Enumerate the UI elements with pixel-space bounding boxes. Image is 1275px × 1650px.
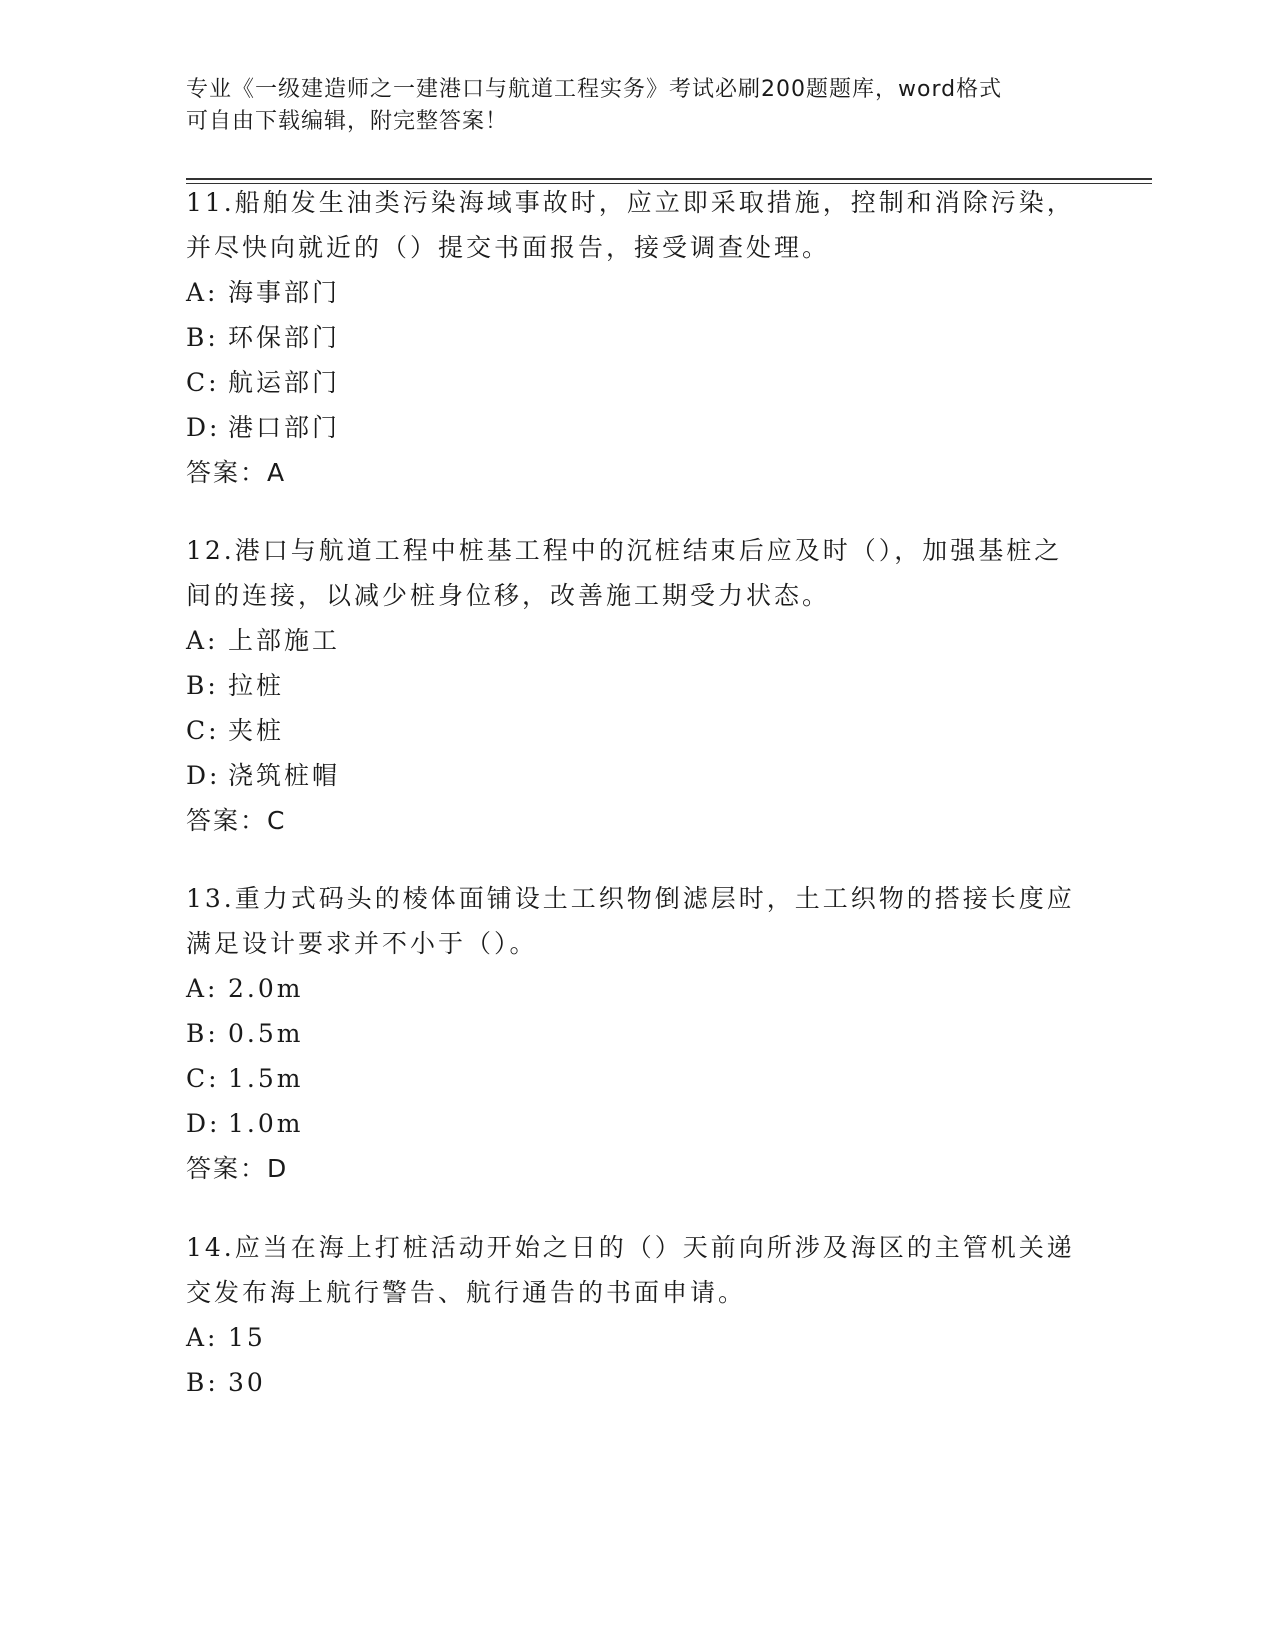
option-text: 15 xyxy=(228,1323,266,1352)
question-12 xyxy=(186,528,1086,843)
answer-line: 答案：D xyxy=(186,1154,289,1183)
question-text: 12.港口与航道工程中桩基工程中的沉桩结束后应及时（），加强基桩之间的连接，以减少桩身位移，改善施工期受力状态。 xyxy=(186,536,1063,610)
option-text: 港口部门 xyxy=(228,413,341,442)
option-letter: B: xyxy=(186,1019,219,1048)
option-c xyxy=(186,360,1086,405)
option-letter: C: xyxy=(186,716,220,745)
option-letter: B: xyxy=(186,671,219,700)
answer-line: 答案：C xyxy=(186,806,287,835)
option-b xyxy=(186,1360,1086,1405)
option-text: 拉桩 xyxy=(228,671,285,700)
question-14 xyxy=(186,1225,1086,1405)
option-a xyxy=(186,270,1086,315)
option-letter: A: xyxy=(186,1323,219,1352)
option-d xyxy=(186,1101,1086,1146)
option-letter: A: xyxy=(186,974,219,1003)
option-letter: D: xyxy=(186,761,221,790)
option-letter: C: xyxy=(186,368,220,397)
question-11 xyxy=(186,180,1086,495)
question-text: 14.应当在海上打桩活动开始之日的（）天前向所涉及海区的主管机关递交发布海上航行警告、航行通告的书面申请。 xyxy=(186,1233,1075,1307)
option-text: 航运部门 xyxy=(228,368,341,397)
header-line-2: 可自由下载编辑，附完整答案！ xyxy=(186,109,509,134)
option-c xyxy=(186,708,1086,753)
option-letter: C: xyxy=(186,1064,220,1093)
option-b xyxy=(186,315,1086,360)
option-letter: D: xyxy=(186,1109,221,1138)
question-13 xyxy=(186,876,1086,1191)
option-text: 30 xyxy=(228,1368,266,1397)
option-letter: B: xyxy=(186,323,219,352)
option-text: 1.5m xyxy=(228,1064,304,1093)
question-text: 13.重力式码头的棱体面铺设土工织物倒滤层时，土工织物的搭接长度应满足设计要求并不小于（）。 xyxy=(186,884,1075,958)
option-d xyxy=(186,753,1086,798)
option-a xyxy=(186,1315,1086,1360)
option-text: 1.0m xyxy=(228,1109,304,1138)
option-text: 环保部门 xyxy=(228,323,341,352)
option-d xyxy=(186,405,1086,450)
option-b xyxy=(186,1011,1086,1056)
option-text: 夹桩 xyxy=(228,716,285,745)
option-text: 上部施工 xyxy=(228,626,341,655)
header-line-1: 专业《一级建造师之一建港口与航道工程实务》考试必刷200题题库，word格式 xyxy=(186,77,1003,102)
option-a xyxy=(186,966,1086,1011)
answer-line: 答案：A xyxy=(186,458,287,487)
option-text: 0.5m xyxy=(228,1019,304,1048)
option-letter: B: xyxy=(186,1368,219,1397)
option-text: 海事部门 xyxy=(228,278,341,307)
option-letter: D: xyxy=(186,413,221,442)
option-letter: A: xyxy=(186,626,219,655)
option-text: 浇筑桩帽 xyxy=(228,761,341,790)
option-b xyxy=(186,663,1086,708)
option-a xyxy=(186,618,1086,663)
option-text: 2.0m xyxy=(228,974,304,1003)
question-text: 11.船舶发生油类污染海域事故时，应立即采取措施，控制和消除污染，并尽快向就近的（）提交书面报告，接受调查处理。 xyxy=(186,188,1075,262)
document-header xyxy=(186,74,1066,138)
option-c xyxy=(186,1056,1086,1101)
option-letter: A: xyxy=(186,278,219,307)
